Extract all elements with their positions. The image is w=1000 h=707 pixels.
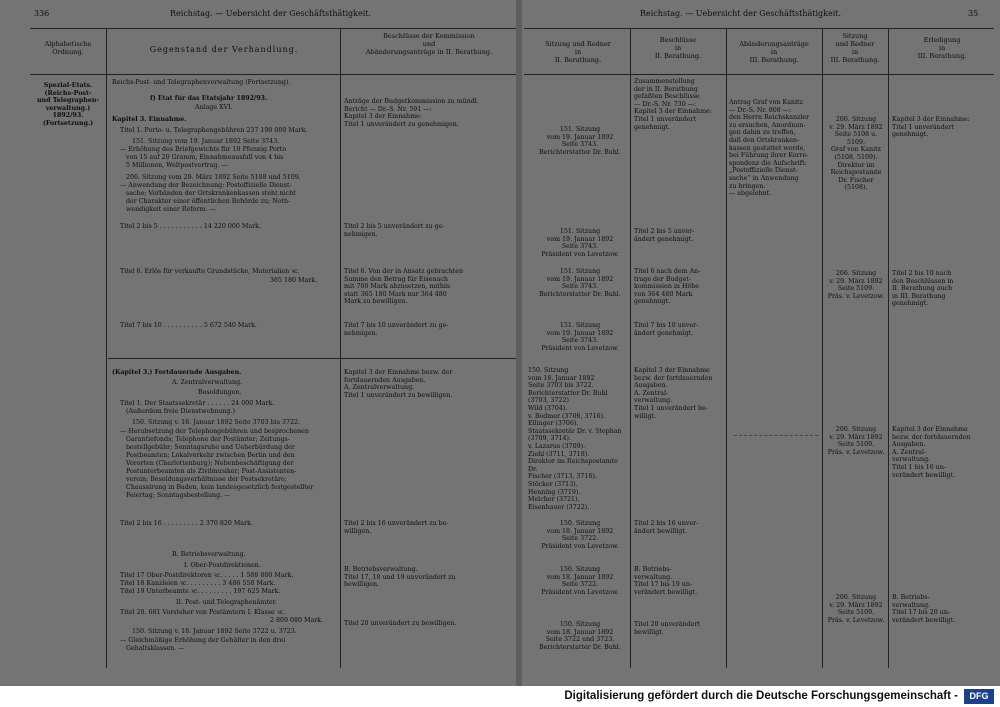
right-col-header-result-iii: Erledigung in III. Berathung. [917, 36, 967, 60]
session-ii-entry: 150. Sitzung vom 18. Januar 1892 Seite 3722. Präsident von Levetzow. [541, 566, 619, 596]
commission-block: Titel 7 bis 10 unverändert zu ge- nehmigen. [344, 322, 449, 337]
alpha-entry: Spezial-Etats. (Reichs-Post- und Telegraphen- verwaltung.) 1892/93. (Fortsetzung.) [36, 82, 100, 127]
result-iii-entry: B. Betriebs- verwaltung. Titel 17 bis 20 un- verändert bewilligt. [892, 594, 956, 624]
subject-line: — Gleichmäßige Erhöhung der Gehälter in den drei [120, 637, 286, 644]
subject-line: Titel 1. Der Staatssekretär . . . . . . 24 000 Mark. [120, 400, 275, 407]
subject-line: II. Post- und Telegraphenämter. [176, 599, 277, 606]
subject-line: verein; Besoldungsverhältnisse der Postsekretäre; [126, 476, 287, 483]
subject-line: B. Betriebsverwaltung. [172, 551, 246, 558]
left-page-number: 336 [34, 9, 50, 18]
subject-line: — Erhöhung des Briefgewichts für 10 Pfennig Porto [120, 146, 287, 153]
subject-line: Titel 17 Ober-Postdirektoren ꝛc. . . . . 1 588 800 Mark. [120, 572, 294, 579]
subject-line: Titel 18 Kanzleien ꝛc. . . . . . . . . 3 486 550 Mark. [120, 580, 276, 587]
subject-line: sache; Verbänden der Ortskrankenkassen steht nicht [126, 190, 296, 197]
left-running-head: Reichstag. — Uebersicht der Geschäftsthätigkeit. [170, 9, 372, 18]
subject-line: 151. Sitzung vom 19. Januar 1892 Seite 3743. [132, 138, 280, 145]
decision-ii-entry: Titel 2 bis 5 unver- ändert genehmigt. [634, 228, 695, 243]
commission-block: Titel 2 bis 5 unverändert zu ge- nehmigen. [344, 223, 445, 238]
session-ii-entry: 150. Sitzung vom 18. Januar 1892 Seite 3722 und 3723. Berichterstatter Dr. Buhl. [539, 621, 621, 651]
right-col-header-session-iii: Sitzung und Redner in III. Berathung. [830, 32, 880, 64]
subject-line: (Kapitel 3.) Fortdauernde Ausgaben. [112, 369, 242, 376]
right-col-header-amendment-iii: Abänderungsanträge in III. Berathung. [739, 40, 809, 64]
commission-block: B. Betriebsverwaltung. Titel 17, 18 und 19 unverändert zu bewilligen. [344, 566, 456, 589]
subject-line: von 15 auf 20 Gramm, Einnahmeausfall von 4 bis [126, 154, 284, 161]
decision-ii-entry: Titel 6 nach dem An- trage der Budget- kommission in Höhe von 364 480 Mark genehmigt. [634, 268, 701, 306]
amendment-iii-entry: Antrag Graf von Kanitz — Dr.-S. Nr. 808 —: den Herrn Reichskanzler zu ersuchen, Anordnun- gen dahin zu treffen, daß den Ortskranken- kassen gestattet werde, bei Führung ihrer Korre- spondenz die Aufschrift: „Postoffizielle Dienst- sache“ in Anwendung zu bringen. — abgelehnt. [729, 99, 810, 198]
footer-bar [0, 686, 1000, 707]
decision-ii-entry: Zusammenstellung der in II. Berathung gefaßten Beschlüsse — Dr.-S. Nr. 730 —: Kapitel 3 der Einnahme: Titel 1 unverändert genehmigt. [634, 78, 712, 131]
commission-block: Titel 6. Von der in Ansatz gebrachten Summe den Betrag für Eisenach mit 700 Mark abzusetzen, mithin statt 365 180 Mark nur 364 480 Mark zu bewilligen. [344, 268, 464, 306]
subject-line: Besoldungen. [198, 389, 242, 396]
session-ii-entry: 151. Sitzung vom 19. Januar 1892 Seite 3743. Berichterstatter Dr. Buhl. [539, 268, 621, 298]
left-col-header-subject: Gegenstand der Verhandlung. [149, 45, 299, 54]
subject-line: Postbeamten; Lokalverkehr zwischen Berlin und den [126, 452, 295, 459]
session-ii-entry: 151. Sitzung vom 19. Januar 1892 Seite 3743. Präsident von Levetzow. [541, 322, 619, 352]
subject-line: (Außerdem freie Dienstwohnung.) [126, 408, 236, 415]
subject-line: — Anwendung der Bezeichnung: Postoffizielle Dienst- [120, 182, 292, 189]
session-ii-entry: 151. Sitzung vom 19. Januar 1892 Seite 3743. Präsident von Levetzow. [541, 228, 619, 258]
subject-line: 150. Sitzung v. 18. Januar 1892 Seite 3722 u. 3723. [132, 628, 297, 635]
decision-ii-entry: Titel 20 unverändert bewilligt. [634, 621, 701, 636]
subject-line: I. Ober-Postdirektionen. [184, 562, 261, 569]
right-running-head: Reichstag. — Uebersicht der Geschäftsthätigkeit. [640, 9, 842, 18]
session-iii-entry: 206. Sitzung v. 29. März 1892 Seite 5108 u. 5109. Graf von Kanitz (5108, 5109). Direktor im Reichspostamte Dr. Fischer (5108). [829, 116, 883, 192]
dash-filler [734, 435, 818, 436]
dfg-logo[interactable]: DFG [964, 689, 994, 704]
subject-line: Garantiefonds; Telephone der Postämter; Zeitungs- [126, 436, 290, 443]
subject-line: 5 Millionen, Weltpostvertrag. — [126, 162, 228, 169]
right-page [520, 0, 1000, 686]
commission-block: Kapitel 3 der Einnahme bezw. der fortdauernden Ausgaben. A. Zentralverwaltung. Titel 1 unverändert zu bewilligen. [344, 369, 453, 399]
subject-line: 2 809 080 Mark. [270, 617, 324, 624]
subject-line: Kapitel 3. Einnahme. [112, 116, 187, 123]
subject-line: Titel 7 bis 10 . . . . . . . . . . 5 672 540 Mark. [120, 322, 257, 329]
subject-line: Feiertag; Sonntagsbestellung. — [126, 492, 231, 499]
decision-ii-entry: Titel 2 bis 16 unver- ändert bewilligt. [634, 520, 699, 535]
commission-block: Anträge der Budgetkommission zu mündl. Bericht — Dr.-S. Nr. 591 —: Kapitel 3 der Einnahme: Titel 1 unverändert zu genehmigen. [344, 98, 479, 128]
subject-line: Titel 20. 681 Vorsteher von Postämtern I. Klasse ꝛc. [120, 609, 286, 616]
subject-line: Gehaltsklassen. — [126, 645, 185, 652]
result-iii-entry: Kapitel 3 der Einnahme: Titel 1 unverändert genehmigt. [892, 116, 970, 139]
subject-line: Titel 2 bis 5 . . . . . . . . . . . 14 220 000 Mark. [120, 223, 261, 230]
right-page-number: 35 [968, 9, 979, 18]
left-col-header-alpha: Alphabetische Ordnung. [44, 40, 92, 56]
session-iii-entry: 206. Sitzung v. 29. März 1892 Seite 5109. Präs. v. Levetzow. [827, 594, 885, 624]
decision-ii-entry: Titel 7 bis 10 unver- ändert genehmigt. [634, 322, 699, 337]
right-col-header-session-ii: Sitzung und Redner in II. Berathung. [545, 40, 611, 64]
subject-line: Titel 6. Erlös für verkaufte Grundstücke, Materialien ꝛc. [120, 268, 300, 275]
subject-line: Titel 2 bis 16 . . . . . . . . . 2 370 820 Mark. [120, 520, 253, 527]
commission-block: Titel 2 bis 16 unverändert zu be- willigen. [344, 520, 449, 535]
subject-line: 206. Sitzung vom 29. März 1892 Seite 5108 und 5109. [126, 174, 301, 181]
decision-ii-entry: Kapitel 3 der Einnahme bezw. der fortdauernden Ausgaben. A. Zentral- verwaltung. Titel 1 unverändert be- willigt. [634, 367, 713, 420]
result-iii-entry: Titel 2 bis 10 nach den Beschlüssen in II. Berathung auch in III. Berathung genehmigt. [892, 270, 954, 308]
right-col-header-decision-ii: Beschlüsse in II. Berathung. [654, 36, 702, 60]
subject-line: wendigkeit einer Reform. — [126, 206, 216, 213]
subject-line: Reichs-Post- und Telegraphenverwaltung (Fortsetzung). [112, 79, 291, 86]
subject-line: bestellgebühr; Sonntagsruhe und Ueberbürdung der [126, 444, 295, 451]
left-col-header-commission: Beschlüsse der Kommission und Abänderungsanträge in II. Berathung. [365, 32, 493, 56]
session-iii-entry: 206. Sitzung v. 29. März 1892 Seite 5109. Präs. v. Levetzow. [827, 270, 885, 300]
session-ii-entry: 150. Sitzung vom 18. Januar 1892 Seite 3703 bis 3722. Berichterstatter Dr. Buhl (3703, 3722) Wild (3704). v. Bodmer (3706, 3716). Ellinger (3706). Staatssekretär Dr. v. Stephan (3709, 3714). v. Lazarus (3709). Ziehl (3711, 3718). Direktor im Reichspostamte Dr. Fischer (3713, 3716). Stöcker (3713). Henning (3719). Melcher (3721). Eisenhauer (3722). [528, 367, 622, 511]
commission-block: Titel 20 unverändert zu bewilligen. [344, 620, 457, 627]
subject-line: f) Etat für das Etatsjahr 1892/93. [150, 95, 268, 102]
subject-line: Chaussirung in Baden, kein landesgesetzlich festgestellter [126, 484, 314, 491]
funding-notice: Digitalisierung gefördert durch die Deutsche Forschungsgemeinschaft - [564, 690, 958, 702]
subject-line: Vororten (Charlottenburg); Nebenbeschäftigung der [126, 460, 294, 467]
subject-line: Titel 1. Porto- u. Telegraphengebühren 237 190 000 Mark. [120, 127, 308, 134]
subject-line: 150. Sitzung v. 18. Januar 1892 Seite 3703 bis 3722. [132, 419, 300, 426]
session-ii-entry: 151. Sitzung vom 19. Januar 1892 Seite 3743. Berichterstatter Dr. Buhl. [539, 126, 621, 156]
session-ii-entry: 150. Sitzung vom 18. Januar 1892 Seite 3722. Präsident von Levetzow. [541, 520, 619, 550]
session-iii-entry: 206. Sitzung v. 29. März 1892 Seite 5109. Präs. v. Levetzow. [827, 426, 885, 456]
result-iii-entry: Kapitel 3 der Einnahme bezw. der fortdauernden Ausgaben. A. Zentral- verwaltung. Titel 1 bis 16 un- verändert bewilligt. [892, 426, 971, 479]
subject-line: der Charakter einer öffentlichen Behörde zu; Noth- [126, 198, 291, 205]
subject-line: Titel 19 Unterbeamte ꝛc. . . . . . . . . 197 625 Mark. [120, 588, 281, 595]
subject-line: Postunterbeamten als Zivilmusiker; Post-Assistenten- [126, 468, 297, 475]
decision-ii-entry: B. Betriebs- verwaltung. Titel 17 bis 19 un- verändert bewilligt. [634, 566, 698, 596]
subject-line: Anlage XVI. [195, 104, 233, 111]
subject-line: A. Zentralverwaltung. [172, 379, 243, 386]
subject-line: — Herabsetzung der Telephongebühren und besprochenen [120, 428, 309, 435]
subject-line: 365 180 Mark. [270, 277, 318, 284]
